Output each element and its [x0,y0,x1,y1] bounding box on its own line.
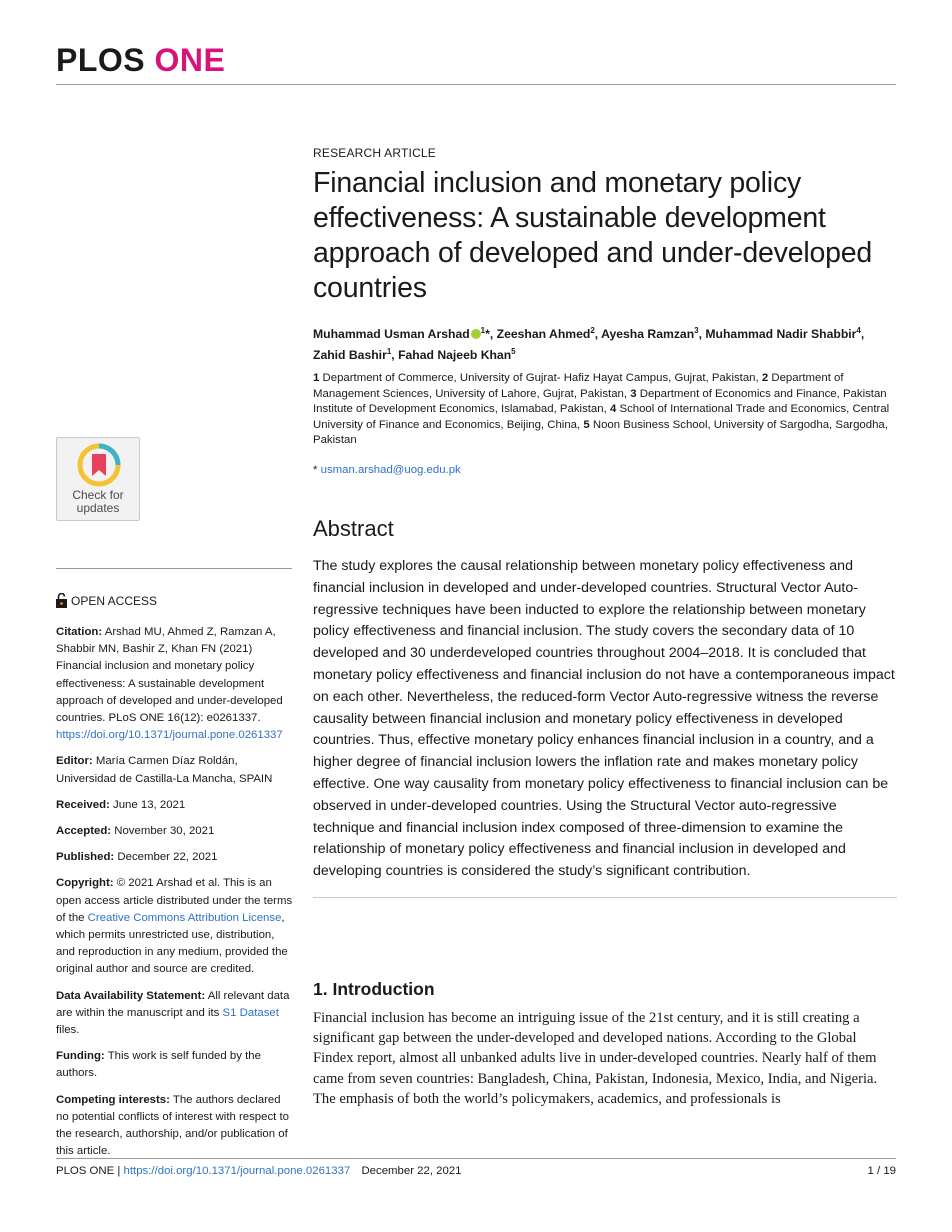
copyright-block [56,875,296,978]
cc-license-link[interactable]: Creative Commons Attribution License [87,911,282,924]
received-block [56,797,296,814]
author-affiliation-ref: 3 [694,326,699,335]
data-availability-text-end: files. [56,1024,80,1037]
author-affiliation-ref: 1 [480,326,486,335]
affiliation-number: 4 [609,403,617,416]
footer-journal: PLOS ONE | [56,1165,121,1177]
author-name[interactable]: Zeeshan Ahmed [496,327,591,342]
data-availability-text: All relevant data are within the manuscript and its [56,989,290,1019]
data-availability-block [56,988,296,1040]
citation-doi-link[interactable]: https://doi.org/10.1371/journal.pone.0261337 [56,729,283,742]
competing-interests-block [56,1092,296,1161]
citation-text: Arshad MU, Ahmed Z, Ramzan A, Shabbir MN, Bashir Z, Khan FN (2021) Financial inclusion and monetary policy effectiveness: A sustainable development approach of developed and under-developed countries. PLoS ONE 16(12): e0261337. [56,626,283,725]
published-block [56,849,296,866]
accepted-label: Accepted: [56,825,112,838]
affiliation-text: Department of Management Sciences, University of Lahore, Gujrat, Pakistan, [313,372,844,400]
author-affiliation-ref: 1 [386,347,392,357]
page-footer [56,1165,462,1177]
author-name[interactable]: Ayesha Ramzan [601,327,695,342]
introduction-heading: 1. Introduction [313,979,435,999]
footer-doi-link[interactable]: https://doi.org/10.1371/journal.pone.0261337 [123,1165,351,1177]
author-affiliation-ref: 4 [856,326,861,335]
author-affiliation-ref: 2 [590,326,595,335]
journal-logo[interactable] [56,44,225,76]
corresponding-asterisk: * [313,464,321,476]
orcid-icon[interactable] [471,329,481,339]
check-updates-line1: Check for [72,488,124,502]
author-name[interactable]: Fahad Najeeb Khan [398,348,512,363]
copyright-text: © 2021 Arshad et al. This is an open access article distributed under the terms of the [56,877,293,924]
sidebar-divider [56,568,292,569]
affiliation-text: Department of Economics and Finance, Pakistan Institute of Development Economics, Islamabad, Pakistan, [313,387,887,416]
corresponding-email-link[interactable]: usman.arshad@uog.edu.pk [320,464,461,476]
affiliation-number: 3 [630,387,637,400]
introduction-text: Financial inclusion has become an intriguing issue of the 21st century, and it is still creating a significant gap between the under-developed and developed nations. According to the Global Findex report, almost all unbanked adults live in under-developed countries. Nearly half of them came from seven countries: Bangladesh, China, Pakistan, Indonesia, Mexico, India, and Nigeria. The emphasis of both the world’s policymakers, academics, and professionals is [313,1010,878,1107]
page-number: 1 / 19 [867,1165,896,1177]
affiliation-number: 5 [583,418,590,431]
affiliation-text: School of International Trade and Economics, Central University of Finance and Economics, Beijing, China, [313,403,890,431]
copyright-text-end: , which permits unrestricted use, distribution, and reproduction in any medium, provided the original author and source are credited. [56,911,288,976]
logo-one-text: ONE [154,42,226,78]
funding-label: Funding: [56,1050,105,1063]
abstract-text: The study explores the causal relationship between monetary policy effectiveness and financial inclusion in developed and under-developed countries. Structural Vector Auto-regressive techniques have been inducted to explore the relationship between monetary policy effectiveness and financial inclusion. The study covers the secondary data of 10 developed and 30 underdeveloped countries throughout 2004–2018. It is concluded that monetary policy effectiveness and financial inclusion do not have a contemporaneous impact on each other. Nevertheless, the reduced-form Vector Auto-regressive witness the reverse causality between financial inclusion and monetary policy effectiveness in developed countries. Thus, effective monetary policy enhances financial inclusion in a country, and a higher degree of financial inclusion lowers the inflation rate and makes monetary policy effective. One way causality from monetary policy effectiveness to financial inclusion can be observed in under-developed countries. Using the Structural Vector auto-regressive technique and financial inclusion index composed of three-dimension to examine the relationship of monetary policy effectiveness and financial inclusion in developed and developing countries is considered the study’s significant contribution. [313,558,895,880]
s1-dataset-link[interactable]: S1 Dataset [222,1006,279,1019]
data-availability-label: Data Availability Statement: [56,989,206,1002]
header-divider [56,84,896,85]
article-type-label: RESEARCH ARTICLE [313,146,437,160]
affiliation-number: 1 [313,372,320,384]
check-updates-icon [77,443,121,487]
corresponding-mark: * [485,327,490,342]
published-label: Published: [56,851,115,864]
editor-text: María Carmen Díaz Roldán, Universidad de Castilla-La Mancha, SPAIN [56,755,273,785]
logo-plos-text: PLOS [56,42,146,78]
author-list: Muhammad Usman Arshad $^1$*, Zeeshan Ahmed$^2$, Ayesha Ramzan$^3$, Muhammad Nadir Shabbir$^4$, Zahid Bashir$^1$, Fahad Najeeb Khan$^5$ [313,326,865,363]
article-title: Financial inclusion and monetary policy effectiveness: A sustainable development approach of developed and under-developed countries [313,167,873,304]
copyright-label: Copyright: [56,877,114,890]
funding-text: This work is self funded by the authors. [56,1050,261,1080]
editor-block [56,753,296,787]
competing-interests-label: Competing interests: [56,1093,170,1106]
author-name[interactable]: Muhammad Usman Arshad [313,327,470,342]
check-updates-line2: updates [76,501,120,515]
citation-label: Citation: [56,626,103,638]
competing-interests-text: The authors declared no potential conflicts of interest with respect to the research, authorship, and/or publication of this article. [56,1093,289,1158]
footer-date: December 22, 2021 [361,1165,462,1177]
affiliation-text: Department of Commerce, University of Gujrat- Hafiz Hayat Campus, Gujrat, Pakistan, [322,372,759,384]
affiliation-number: 2 [761,372,769,384]
author-affiliation-ref: 5 [511,347,516,357]
abstract-heading: Abstract [313,516,394,541]
open-lock-icon [56,593,67,608]
corresponding-author [313,464,898,476]
open-access-text: OPEN ACCESS [71,594,158,608]
citation-block [56,624,296,744]
accepted-block [56,823,296,840]
author-name[interactable]: Muhammad Nadir Shabbir [705,327,857,342]
affiliation-text: Noon Business School, University of Sargodha, Sargodha, Pakistan [313,418,888,447]
affiliations [313,371,898,449]
footer-divider [56,1158,896,1159]
check-for-updates-badge[interactable] [56,437,140,521]
received-date: June 13, 2021 [113,798,186,811]
check-updates-label [57,489,139,515]
accepted-date: November 30, 2021 [114,825,215,838]
received-label: Received: [56,798,110,811]
article-metadata [56,624,296,1169]
funding-block [56,1048,296,1082]
open-access-label [56,593,157,608]
author-name[interactable]: Zahid Bashir [313,348,387,363]
abstract-divider [313,897,897,898]
published-date: December 22, 2021 [117,851,218,864]
editor-label: Editor: [56,755,93,768]
